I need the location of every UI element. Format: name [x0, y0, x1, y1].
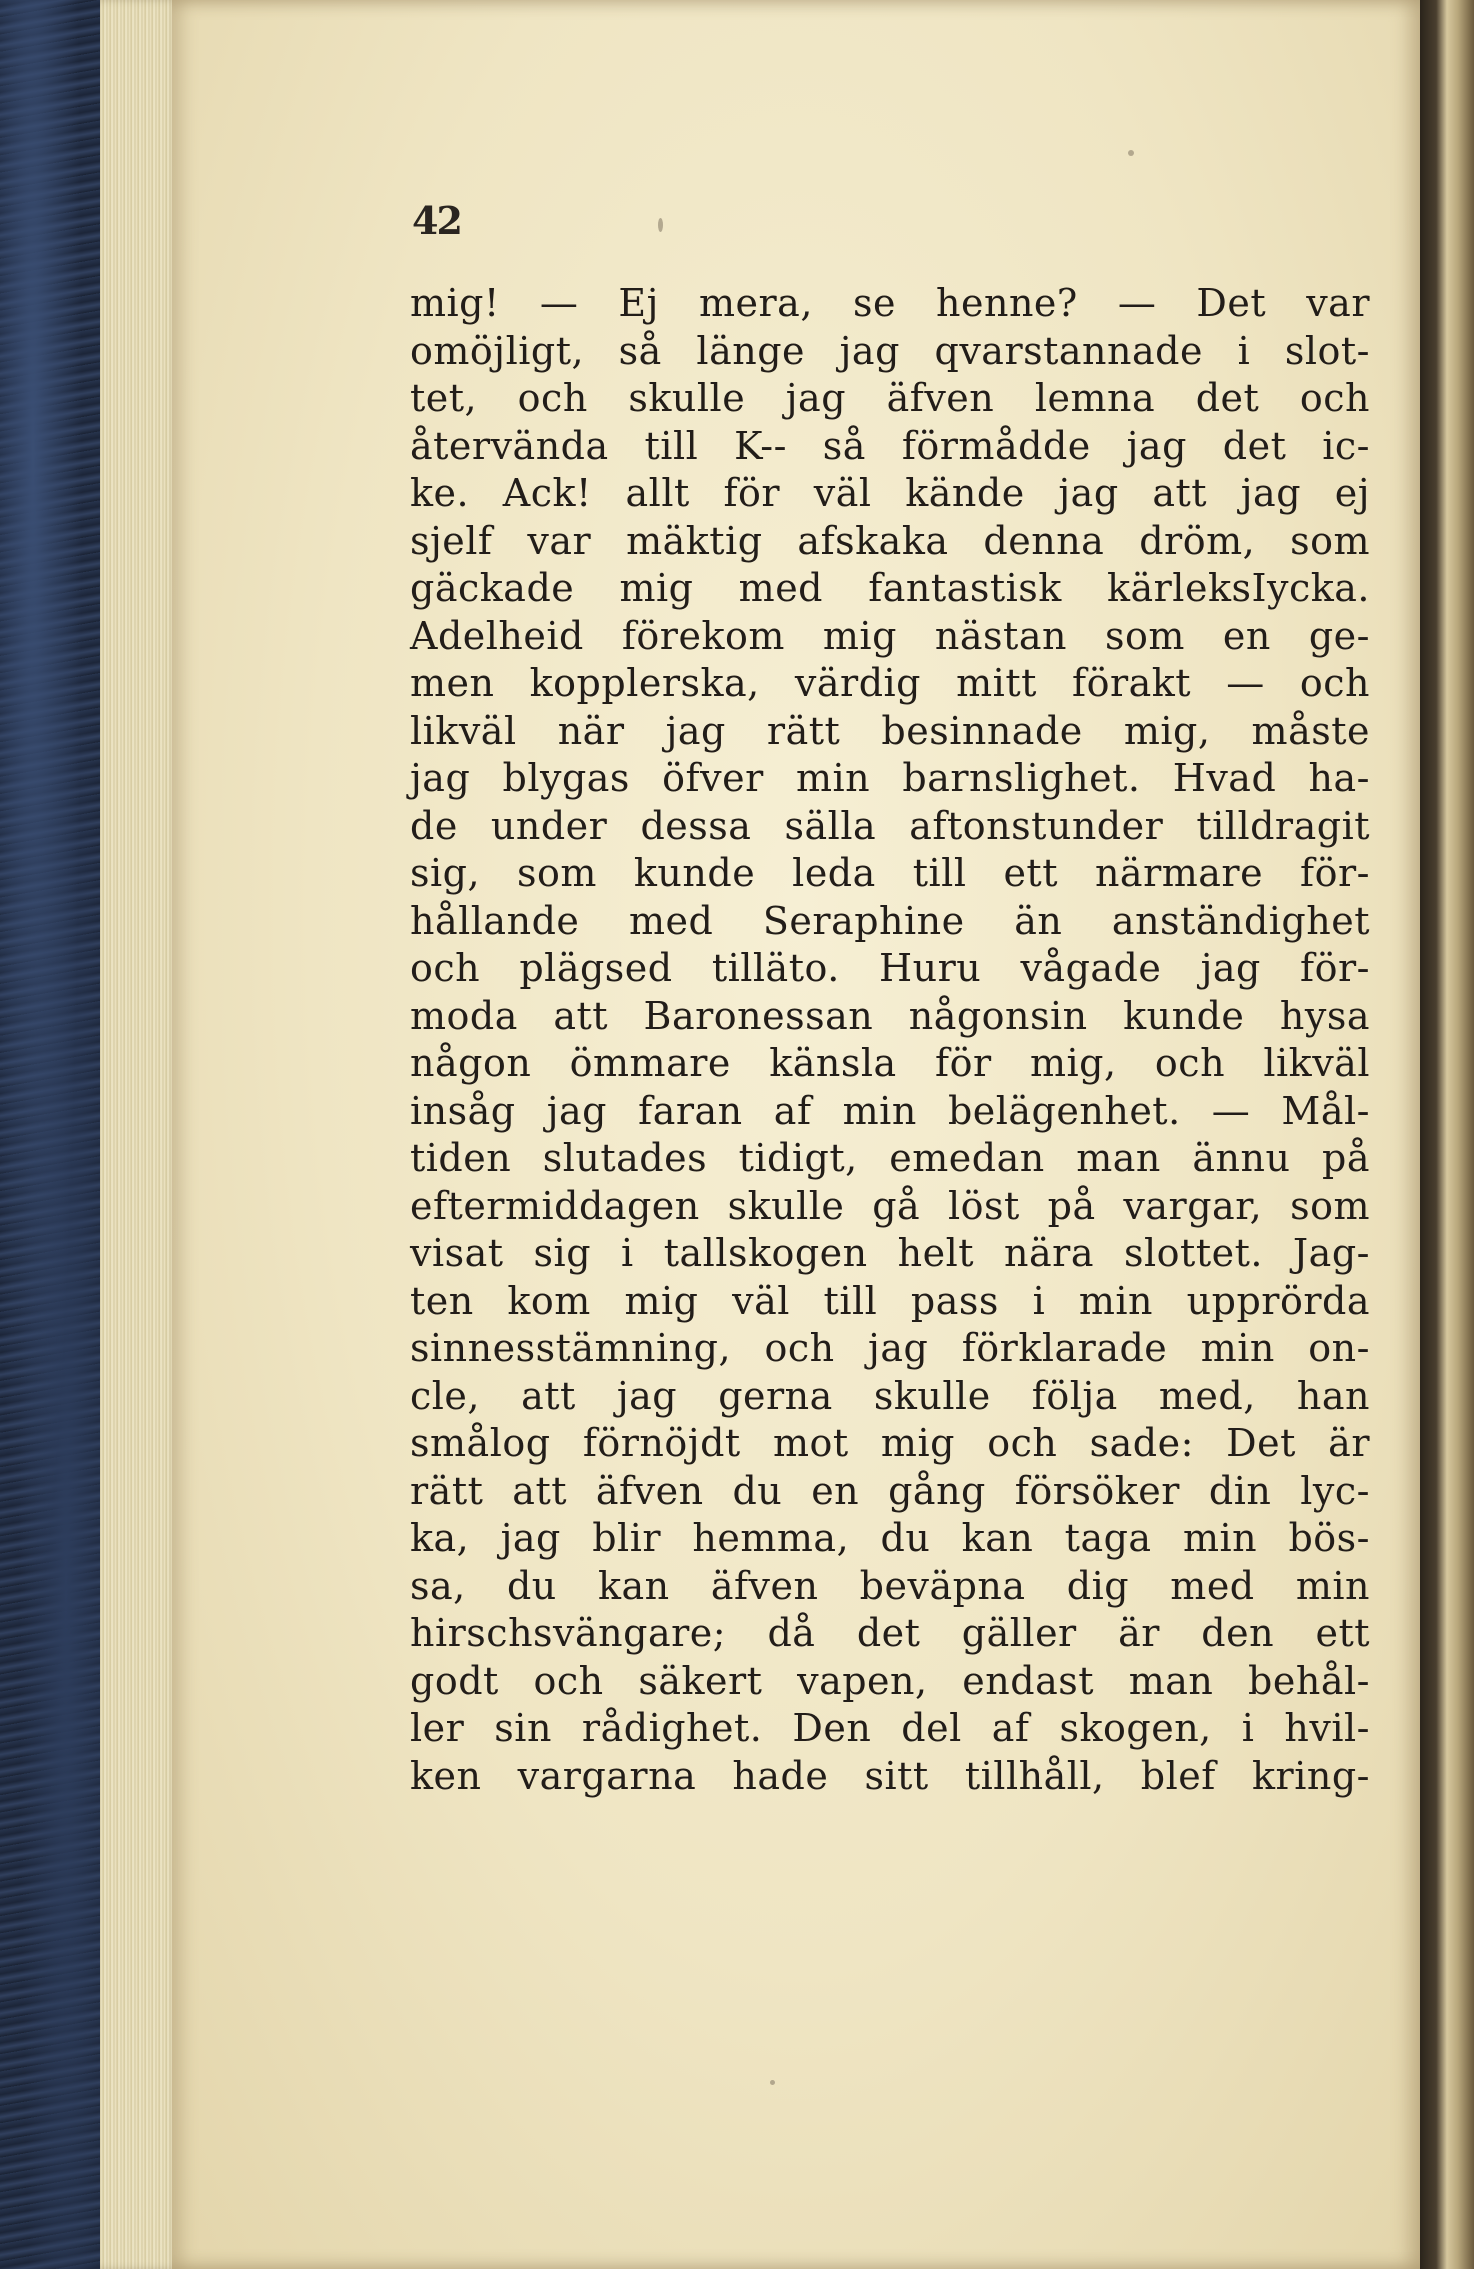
text-line: återvända till K-- så förmådde jag det ic-: [410, 423, 1370, 468]
text-line: insåg jag faran af min belägenhet. — Mål-: [410, 1088, 1370, 1133]
text-line: jag blygas öfver min barnslighet. Hvad ha-: [410, 756, 1370, 800]
text-line: gäckade mig med fantastisk kärleksIycka.: [410, 566, 1370, 610]
text-line: ka, jag blir hemma, du kan taga min bös-: [410, 1516, 1370, 1560]
text-line: godt och säkert vapen, endast man behål-: [410, 1658, 1370, 1703]
text-line: ken vargarna hade sitt tillhåll, blef kring-: [410, 1753, 1370, 1798]
text-line: rätt att äfven du en gång försöker din lyc-: [410, 1468, 1370, 1513]
text-line: ten kom mig väl till pass i min upprörda: [410, 1278, 1370, 1323]
text-line: likväl när jag rätt besinnade mig, måste: [410, 708, 1370, 753]
page-number: 42: [412, 198, 461, 243]
text-line: ke. Ack! allt för väl kände jag att jag ej: [410, 471, 1370, 515]
paper-speck: [770, 2080, 775, 2085]
text-line: visat sig i tallskogen helt nära slottet. Jag-: [410, 1231, 1370, 1275]
paper-speck: [1128, 150, 1134, 156]
text-line: Adelheid förekom mig nästan som en ge-: [410, 613, 1370, 658]
text-line: tiden slutades tidigt, emedan man ännu på: [410, 1136, 1370, 1180]
text-line: smålog förnöjdt mot mig och sade: Det är: [410, 1421, 1370, 1465]
text-line: och plägsed tilläto. Huru vågade jag för-: [410, 946, 1370, 990]
page-text: [410, 280, 1370, 1800]
text-line: men kopplerska, värdig mitt förakt — och: [410, 661, 1370, 705]
text-line: cle, att jag gerna skulle följa med, han: [410, 1373, 1370, 1418]
text-line: sa, du kan äfven beväpna dig med min: [410, 1563, 1370, 1608]
text-line: eftermiddagen skulle gå löst på vargar, som: [410, 1183, 1370, 1228]
text-line: sinnesstämning, och jag förklarade min on-: [410, 1326, 1370, 1370]
text-line: någon ömmare känsla för mig, och likväl: [410, 1041, 1370, 1085]
page-edges: [100, 0, 180, 2269]
text-line: moda att Baronessan någonsin kunde hysa: [410, 993, 1370, 1038]
paper-speck: [658, 218, 663, 232]
book-spine-edge: [1420, 0, 1474, 2269]
text-line: hållande med Seraphine än anständighet: [410, 898, 1370, 943]
text-line: sjelf var mäktig afskaka denna dröm, som: [410, 518, 1370, 563]
text-line: de under dessa sälla aftonstunder tilldragit: [410, 803, 1370, 848]
text-line: omöjligt, så länge jag qvarstannade i slot-: [410, 328, 1370, 373]
text-line: sig, som kunde leda till ett närmare för-: [410, 851, 1370, 895]
text-line: hirschsvängare; då det gäller är den ett: [410, 1611, 1370, 1655]
text-line: tet, och skulle jag äfven lemna det och: [410, 376, 1370, 420]
text-line: mig! — Ej mera, se henne? — Det var: [410, 281, 1370, 325]
book-cover-board: [0, 0, 110, 2269]
text-line: ler sin rådighet. Den del af skogen, i hvil-: [410, 1706, 1370, 1750]
